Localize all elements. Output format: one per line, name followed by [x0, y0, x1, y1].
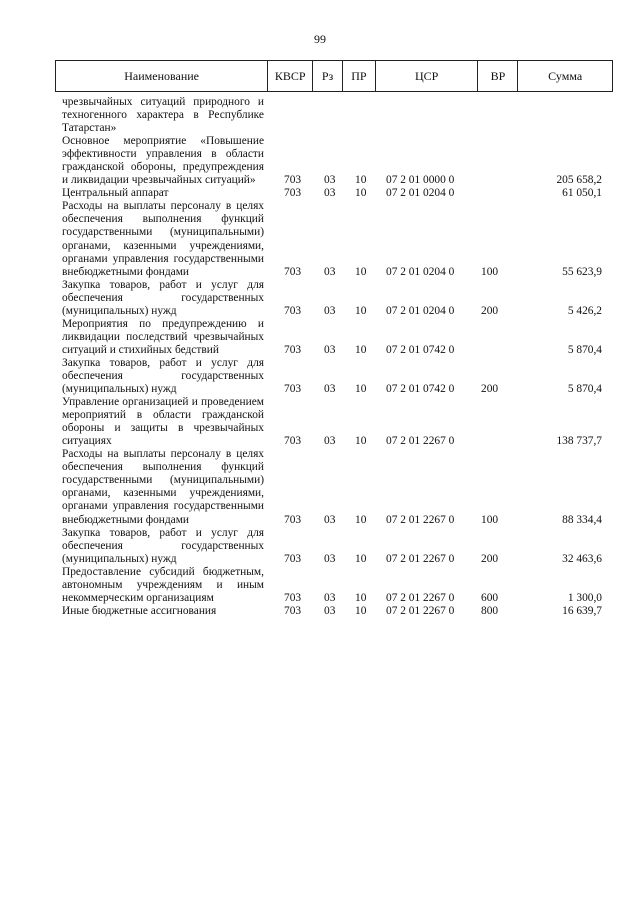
row-vr: 200: [481, 552, 499, 565]
row-csr: 07 2 01 0204 0: [386, 265, 455, 278]
row-vr: 200: [481, 383, 499, 396]
table-header: [55, 60, 613, 92]
table-row: [0, 527, 640, 566]
row-name: Закупка товаров, работ и услуг для обеспечения государственных (муниципальных) нужд: [62, 526, 264, 565]
row-kvsr: 703: [284, 343, 302, 356]
row-rz: 03: [324, 383, 336, 396]
row-sum: 55 623,9: [562, 265, 602, 278]
table-row: [0, 279, 640, 318]
row-csr: 07 2 01 2267 0: [386, 435, 455, 448]
row-pr: 10: [355, 383, 367, 396]
row-kvsr: 703: [284, 383, 302, 396]
row-name: Основное мероприятие «Повышение эффективности управления в области гражданской обороны, предупреждения и ликвидации чрезвычайных ситуаций»: [62, 135, 264, 187]
row-pr: 10: [355, 187, 367, 200]
row-name: чрезвычайных ситуаций природного и техногенного характера в Республике Татарстан»: [62, 96, 264, 135]
row-vr: 800: [481, 604, 499, 617]
row-kvsr: 703: [284, 552, 302, 565]
row-kvsr: 703: [284, 265, 302, 278]
row-vr: 600: [481, 591, 499, 604]
row-rz: 03: [324, 604, 336, 617]
row-rz: 03: [324, 552, 336, 565]
row-rz: 03: [324, 435, 336, 448]
header-csr: ЦСР: [375, 61, 478, 91]
row-pr: 10: [355, 174, 367, 187]
row-name: Мероприятия по предупреждению и ликвидации последствий чрезвычайных ситуаций и стихийных бедствий: [62, 317, 264, 356]
row-pr: 10: [355, 304, 367, 317]
row-csr: 07 2 01 0000 0: [386, 174, 455, 187]
row-pr: 10: [355, 513, 367, 526]
header-name: Наименование: [124, 68, 199, 83]
header-pr: ПР: [342, 61, 375, 91]
table-row: [0, 448, 640, 526]
row-name: Иные бюджетные ассигнования: [62, 604, 217, 617]
row-sum: 205 658,2: [556, 174, 602, 187]
row-vr: 200: [481, 304, 499, 317]
row-rz: 03: [324, 591, 336, 604]
row-name: Расходы на выплаты персоналу в целях обеспечения выполнения функций государственными (муниципальными) органами, казенными учреждениями, органами управления государственными внебюджетными фондами: [62, 448, 264, 526]
row-pr: 10: [355, 591, 367, 604]
row-kvsr: 703: [284, 591, 302, 604]
row-kvsr: 703: [284, 304, 302, 317]
row-sum: 5 870,4: [567, 343, 602, 356]
row-name: Управление организацией и проведением мероприятий в области гражданской обороны и защиты в чрезвычайных ситуациях: [62, 396, 264, 448]
table-row: [0, 96, 640, 135]
row-sum: 88 334,4: [562, 513, 602, 526]
table-row: [0, 318, 640, 357]
row-kvsr: 703: [284, 604, 302, 617]
row-csr: 07 2 01 2267 0: [386, 604, 455, 617]
header-sum: Сумма: [517, 61, 612, 91]
table-row: [0, 396, 640, 448]
table-row: [0, 357, 640, 396]
row-kvsr: 703: [284, 435, 302, 448]
row-rz: 03: [324, 343, 336, 356]
row-csr: 07 2 01 2267 0: [386, 591, 455, 604]
row-sum: 1 300,0: [567, 591, 602, 604]
row-csr: 07 2 01 2267 0: [386, 513, 455, 526]
row-pr: 10: [355, 343, 367, 356]
row-name: Предоставление субсидий бюджетным, автономным учреждениям и иным некоммерческим организациям: [62, 565, 264, 604]
row-pr: 10: [355, 265, 367, 278]
table-row: [0, 200, 640, 278]
row-pr: 10: [355, 552, 367, 565]
row-sum: 16 639,7: [562, 604, 602, 617]
table-body: [0, 96, 640, 618]
row-vr: 100: [481, 513, 499, 526]
row-rz: 03: [324, 187, 336, 200]
header-kvsr: КВСР: [267, 61, 312, 91]
page-number: 99: [314, 32, 326, 46]
row-name: Закупка товаров, работ и услуг для обеспечения государственных (муниципальных) нужд: [62, 278, 264, 317]
row-rz: 03: [324, 174, 336, 187]
row-sum: 61 050,1: [562, 187, 602, 200]
table-row: [0, 135, 640, 187]
row-kvsr: 703: [284, 174, 302, 187]
row-sum: 32 463,6: [562, 552, 602, 565]
row-rz: 03: [324, 265, 336, 278]
table-row: [0, 187, 640, 200]
row-csr: 07 2 01 0204 0: [386, 187, 455, 200]
row-kvsr: 703: [284, 187, 302, 200]
row-name: Центральный аппарат: [62, 187, 169, 200]
row-sum: 138 737,7: [556, 435, 602, 448]
row-pr: 10: [355, 604, 367, 617]
row-rz: 03: [324, 304, 336, 317]
table-row: [0, 566, 640, 605]
row-csr: 07 2 01 0742 0: [386, 343, 455, 356]
row-name: Закупка товаров, работ и услуг для обеспечения государственных (муниципальных) нужд: [62, 356, 264, 396]
row-vr: 100: [481, 265, 499, 278]
row-sum: 5 870,4: [567, 383, 602, 396]
row-rz: 03: [324, 513, 336, 526]
header-rz: Рз: [312, 61, 342, 91]
table-row: [0, 605, 640, 618]
row-kvsr: 703: [284, 513, 302, 526]
row-name: Расходы на выплаты персоналу в целях обеспечения выполнения функций государственными (муниципальными) органами, казенными учреждениями, органами управления государственными внебюджетными фондами: [62, 200, 264, 278]
row-sum: 5 426,2: [567, 304, 602, 317]
row-csr: 07 2 01 2267 0: [386, 552, 455, 565]
row-pr: 10: [355, 435, 367, 448]
row-csr: 07 2 01 0742 0: [386, 383, 455, 396]
row-csr: 07 2 01 0204 0: [386, 304, 455, 317]
header-vr: ВР: [477, 61, 517, 91]
